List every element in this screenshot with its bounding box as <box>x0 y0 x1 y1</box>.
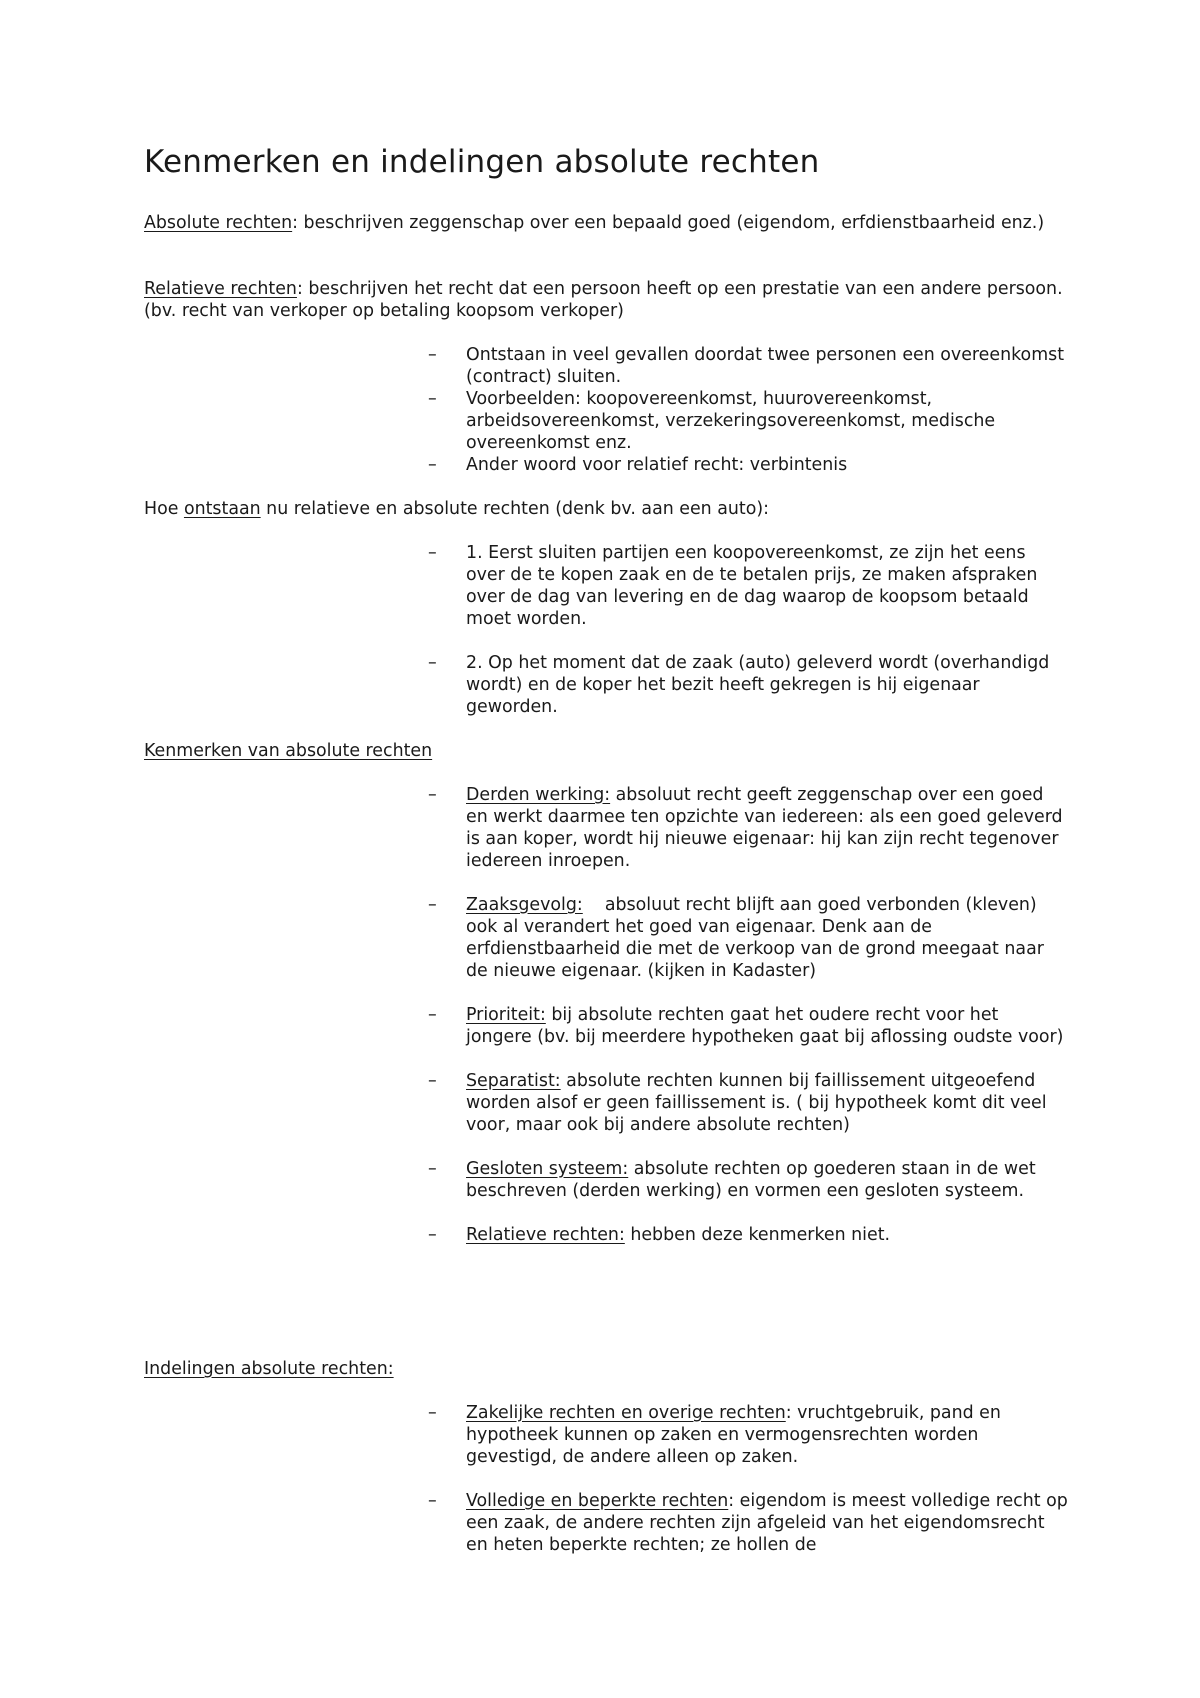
list-item <box>428 894 1068 982</box>
dash-bullet: – <box>428 345 437 365</box>
dash-bullet: – <box>428 653 437 673</box>
list-item <box>428 344 1068 388</box>
paragraph-relatieve-rechten <box>144 278 1064 322</box>
paragraph-text: : beschrijven zeggenschap over een bepaald goed (eigendom, erfdienstbaarheid enz.) <box>292 213 1045 233</box>
dash-bullet: – <box>428 543 437 563</box>
term-absolute-rechten: Absolute rechten <box>144 213 293 233</box>
list-indelingen <box>428 1402 1068 1556</box>
list-item-text: absoluut recht geeft zeggenschap over een goed en werkt daarmee ten opzichte van iedereen: als een goed geleverd is aan koper, wordt hij nieuwe eigenaar: hij kan zijn recht tegenover iedereen inroepen. <box>466 785 1063 871</box>
list-item-text: Voorbeelden: koopovereenkomst, huurovereenkomst, arbeidsovereenkomst, verzekeringsovereenkomst, medische overeenkomst enz. <box>466 389 996 453</box>
list-item-term: Zaaksgevolg: <box>466 895 583 915</box>
list-item-text: Ontstaan in veel gevallen doordat twee personen een overeenkomst (contract) sluiten. <box>466 345 1065 387</box>
dash-bullet: – <box>428 1159 437 1179</box>
list-item <box>428 388 1068 454</box>
paragraph-text: nu relatieve en absolute rechten (denk bv. aan een auto): <box>260 499 770 519</box>
term-relatieve-rechten: Relatieve rechten <box>144 279 297 299</box>
list-item <box>428 1224 1068 1246</box>
heading-text: Indelingen absolute rechten: <box>144 1359 394 1379</box>
list-ontstaan-stappen <box>428 542 1068 718</box>
list-item-text: bij absolute rechten gaat het oudere recht voor het jongere (bv. bij meerdere hypotheken gaat bij aflossing oudste voor) <box>466 1005 1064 1047</box>
list-item <box>428 542 1068 630</box>
list-item-text: : vruchtgebruik, pand en hypotheek kunnen op zaken en vermogensrechten worden gevestigd, de andere alleen op zaken. <box>466 1403 1001 1467</box>
list-item <box>428 1004 1068 1048</box>
list-item <box>428 784 1068 872</box>
list-item-text: : eigendom is meest volledige recht op een zaak, de andere rechten zijn afgeleid van het eigendomsrecht en heten beperkte rechten; ze hollen de <box>466 1491 1068 1555</box>
list-kenmerken <box>428 784 1068 1246</box>
paragraph-hoe-ontstaan <box>144 498 1064 520</box>
dash-bullet: – <box>428 1005 437 1025</box>
list-item-term: Zakelijke rechten en overige rechten <box>466 1403 786 1423</box>
list-item <box>428 1070 1068 1136</box>
list-item <box>428 454 1068 476</box>
list-item-text: absolute rechten op goederen staan in de wet beschreven (derden werking) en vormen een gesloten systeem. <box>466 1159 1036 1201</box>
dash-bullet: – <box>428 895 437 915</box>
list-item-text: hebben deze kenmerken niet. <box>624 1225 891 1245</box>
section-heading-kenmerken <box>144 740 1064 762</box>
page-title: Kenmerken en indelingen absolute rechten <box>144 144 820 180</box>
list-item-text: absolute rechten kunnen bij faillissement uitgeoefend worden alsof er geen faillissement is. ( bij hypotheek komt dit veel voor, maar ook bij andere absolute rechten) <box>466 1071 1047 1135</box>
paragraph-absolute-rechten <box>144 212 1064 234</box>
list-item <box>428 652 1068 718</box>
list-item-term: Separatist: <box>466 1071 561 1091</box>
dash-bullet: – <box>428 389 437 409</box>
list-item-term: Gesloten systeem: <box>466 1159 629 1179</box>
section-heading-indelingen <box>144 1358 1064 1380</box>
dash-bullet: – <box>428 1225 437 1245</box>
dash-bullet: – <box>428 1403 437 1423</box>
paragraph-text: Hoe <box>144 499 184 519</box>
dash-bullet: – <box>428 455 437 475</box>
list-item <box>428 1490 1068 1556</box>
list-item-text: Ander woord voor relatief recht: verbintenis <box>466 455 848 475</box>
paragraph-text: : beschrijven het recht dat een persoon heeft op een prestatie van een andere persoon. (bv. recht van verkoper op betaling koopsom verkoper) <box>144 279 1063 321</box>
dash-bullet: – <box>428 1071 437 1091</box>
list-relatief-recht <box>428 344 1068 476</box>
list-item-text: 1. Eerst sluiten partijen een koopovereenkomst, ze zijn het eens over de te kopen zaak en de te betalen prijs, ze maken afspraken over de dag van levering en de dag waarop de koopsom betaald moet worden. <box>466 543 1038 629</box>
heading-text: Kenmerken van absolute rechten <box>144 741 433 761</box>
dash-bullet: – <box>428 785 437 805</box>
list-item-term: Relatieve rechten: <box>466 1225 625 1245</box>
list-item-text: 2. Op het moment dat de zaak (auto) geleverd wordt (overhandigd wordt) en de koper het bezit heeft gekregen is hij eigenaar geworden. <box>466 653 1050 717</box>
list-item <box>428 1158 1068 1202</box>
list-item-term: Derden werking: <box>466 785 611 805</box>
dash-bullet: – <box>428 1491 437 1511</box>
list-item-text: absoluut recht blijft aan goed verbonden (kleven) ook al verandert het goed van eigenaar. Denk aan de erfdienstbaarheid die met de verkoop van de grond meegaat naar de nieuwe eigenaar. (kijken in Kadaster) <box>466 895 1050 981</box>
list-item-term: Volledige en beperkte rechten <box>466 1491 729 1511</box>
list-item <box>428 1402 1068 1468</box>
list-item-term: Prioriteit: <box>466 1005 546 1025</box>
term-ontstaan: ontstaan <box>183 499 261 519</box>
